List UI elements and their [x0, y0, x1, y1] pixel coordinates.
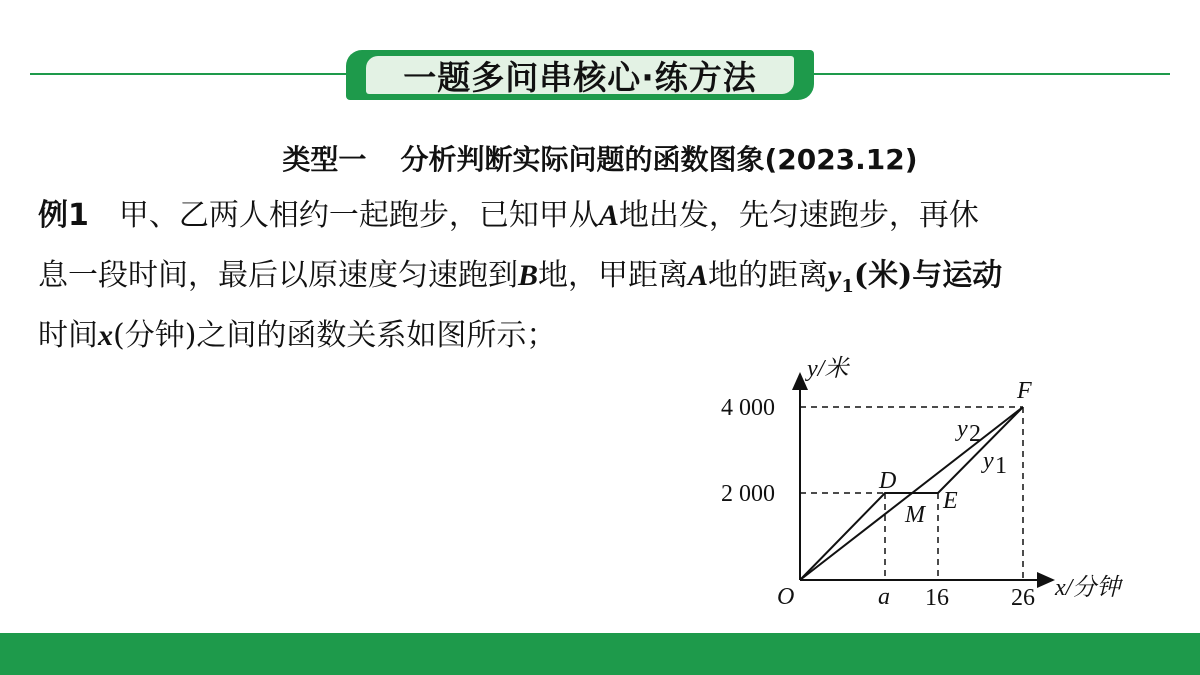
text-run: 息一段时间，最后以原速度匀速跑到: [38, 258, 518, 293]
point-M-label: M: [905, 502, 925, 528]
banner-title: 一题多问串核心·练方法: [366, 56, 794, 94]
var-A: A: [688, 259, 709, 292]
line-y1-sub: 1: [995, 453, 1007, 479]
y-tick-2000: 2 000: [721, 481, 775, 507]
example-label: 例1: [38, 198, 89, 233]
text-run: 甲、乙两人相约一起跑步，已知甲从: [118, 198, 599, 233]
var-A: A: [598, 199, 619, 232]
var-B: B: [518, 259, 539, 292]
section-label: 类型一: [282, 143, 367, 176]
point-F-label: F: [1017, 378, 1032, 404]
text-run: (分钟)之间的函数关系如图所示；: [113, 318, 557, 353]
line-y2-sub: 2: [969, 421, 981, 447]
y-tick-4000: 4 000: [721, 395, 775, 421]
section-banner: [346, 50, 814, 100]
footer-bar: [0, 633, 1200, 675]
var-subscript: 1: [841, 276, 854, 297]
line-y2-label: y: [957, 416, 968, 442]
section-title: [0, 138, 1200, 178]
var-y: y: [828, 259, 842, 292]
example-line-3: [38, 306, 556, 366]
var-x: x: [98, 319, 113, 352]
line-y1-label: y: [983, 448, 994, 474]
text-run: 地，甲距离: [538, 258, 689, 293]
point-D-label: D: [879, 468, 897, 494]
x-tick-a: a: [878, 584, 890, 610]
point-E-label: E: [943, 488, 958, 514]
x-axis-label: x/分钟: [1055, 575, 1121, 601]
text-run: 时间: [38, 318, 98, 353]
function-graph: [715, 352, 1145, 622]
section-heading: 分析判断实际问题的函数图象(2023.12): [400, 143, 918, 176]
text-run: 地的距离: [708, 258, 829, 293]
x-tick-26: 26: [1011, 585, 1035, 611]
x-tick-16: 16: [925, 585, 949, 611]
example-line-1: [38, 186, 979, 246]
y-axis-label: y/米: [807, 356, 849, 382]
text-run: (米)与运动: [853, 258, 1003, 293]
text-run: 地出发，先匀速跑步，再休: [618, 198, 979, 233]
origin-label: O: [777, 584, 795, 610]
